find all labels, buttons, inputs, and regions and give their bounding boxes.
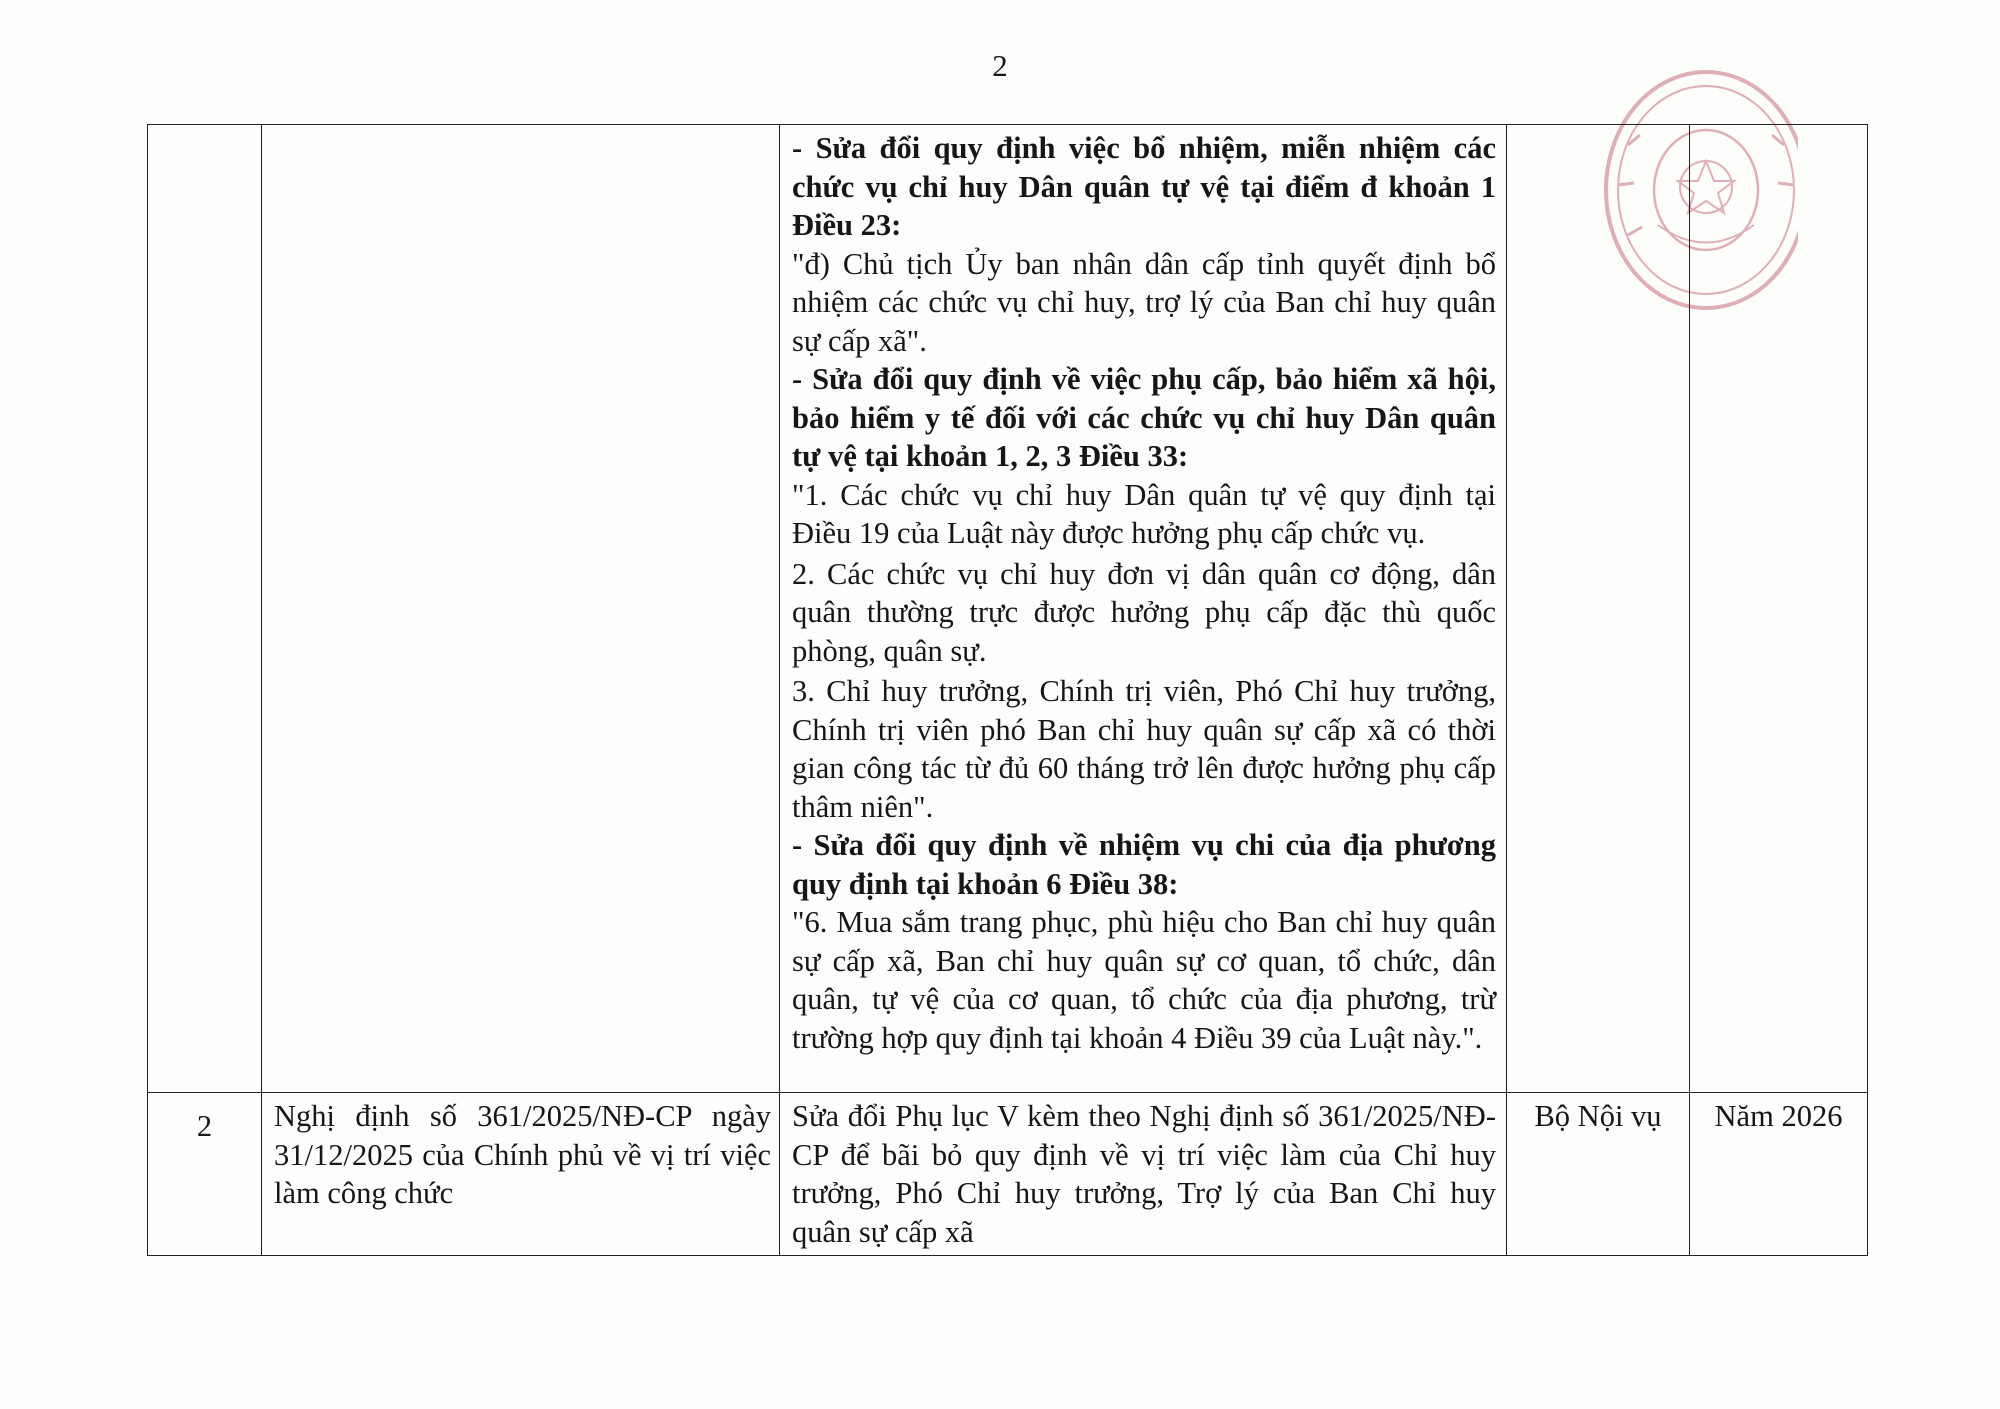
amendment-content-cell (780, 1093, 1507, 1256)
legal-basis-cell: Nghị định số 361/2025/NĐ-CP ngày 31/12/2025 của Chính phủ về vị trí việc làm công chức (262, 1093, 780, 1256)
page-number: 2 (992, 48, 1008, 83)
amendment-content-cell (780, 125, 1507, 1093)
agency-cell: Bộ Nội vụ (1507, 1093, 1690, 1256)
amendment-text: Sửa đổi Phụ lục V kèm theo Nghị định số 361/2025/NĐ-CP để bãi bỏ quy định về vị trí việc làm của Chỉ huy trưởng, Phó Chỉ huy trưởng, Trợ lý của Ban Chỉ huy quân sự cấp xã (792, 1099, 1496, 1249)
agency-cell (1507, 125, 1690, 1093)
amendment-clause: "6. Mua sắm trang phục, phù hiệu cho Ban chỉ huy quân sự cấp xã, Ban chỉ huy quân sự cơ quan, tổ chức, dân quân, tự vệ của cơ quan, tổ chức của địa phương, trừ trường hợp quy định tại khoản 4 Điều 39 của Luật này.". (792, 905, 1496, 1055)
amendment-quote: "đ) Chủ tịch Ủy ban nhân dân cấp tỉnh quyết định bổ nhiệm các chức vụ chỉ huy, trợ lý của Ban chỉ huy quân sự cấp xã". (792, 246, 1496, 358)
amendment-clause: 2. Các chức vụ chỉ huy đơn vị dân quân cơ động, dân quân thường trực được hưởng phụ cấp đặc thù quốc phòng, quân sự. (792, 556, 1496, 668)
amendment-clause: 3. Chỉ huy trưởng, Chính trị viên, Phó Chỉ huy trưởng, Chính trị viên phó Ban chỉ huy quân sự cấp xã có thời gian công tác từ đủ 60 tháng trở lên được hưởng phụ cấp thâm niên". (792, 674, 1496, 824)
legal-basis-cell (262, 125, 780, 1093)
amendment-heading: - Sửa đổi quy định về việc phụ cấp, bảo hiểm xã hội, bảo hiểm y tế đối với các chức vụ chỉ huy Dân quân tự vệ tại khoản 1, 2, 3 Điều 33: (792, 362, 1496, 473)
document-table (147, 124, 1868, 1256)
year-cell: Năm 2026 (1690, 1093, 1868, 1256)
row-number-cell: 2 (148, 1093, 262, 1256)
amendment-heading: - Sửa đổi quy định về nhiệm vụ chi của địa phương quy định tại khoản 6 Điều 38: (792, 828, 1496, 901)
amendment-clause: "1. Các chức vụ chỉ huy Dân quân tự vệ quy định tại Điều 19 của Luật này được hưởng phụ cấp chức vụ. (792, 477, 1496, 550)
year-cell (1690, 125, 1868, 1093)
row-number-cell (148, 125, 262, 1093)
amendment-heading: - Sửa đổi quy định việc bổ nhiệm, miễn nhiệm các chức vụ chỉ huy Dân quân tự vệ tại điểm đ khoản 1 Điều 23: (792, 131, 1496, 242)
table-row (148, 1093, 1868, 1256)
table-row (148, 125, 1868, 1093)
